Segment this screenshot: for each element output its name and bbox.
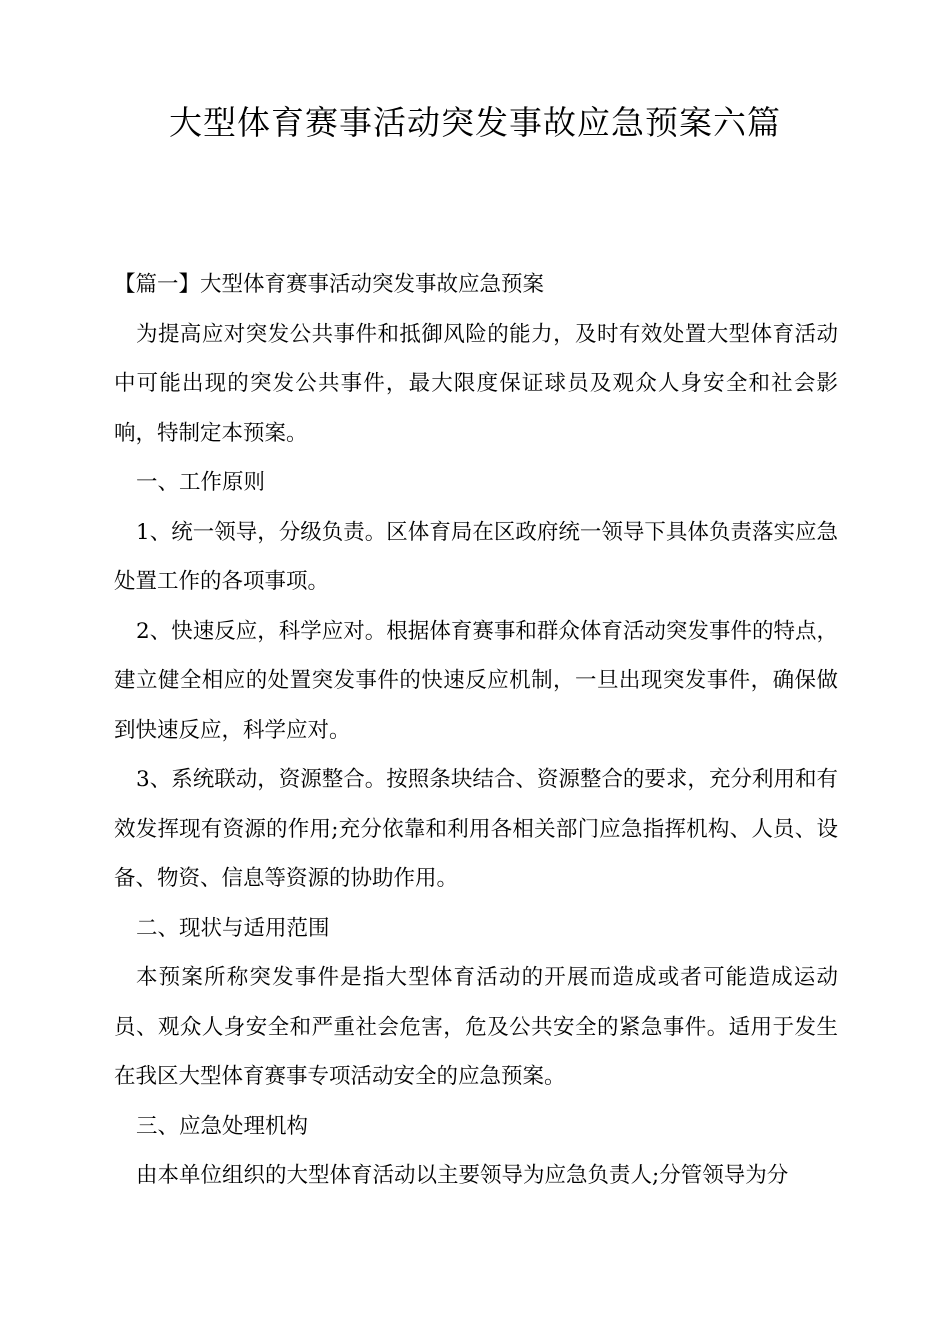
paragraph-organization: 由本单位组织的大型体育活动以主要领导为应急负责人;分管领导为分	[136, 1163, 789, 1188]
paragraph-principle-2: 2、快速反应，科学应对。根据体育赛事和群众体育活动突发事件的特点，建立健全相应的处置突发事件的快速反应机制，一旦出现突发事件，确保做到快速反应，科学应对。	[114, 618, 838, 743]
heading-status-scope: 二、现状与适用范围	[136, 915, 330, 941]
paragraph-scope: 本预案所称突发事件是指大型体育活动的开展而造成或者可能造成运动员、观众人身安全和严重社会危害，危及公共安全的紧急事件。适用于发生在我区大型体育赛事专项活动安全的应急预案。	[114, 965, 838, 1089]
heading-emergency-organization: 三、应急处理机构	[136, 1113, 309, 1139]
paragraph-principle-1: 1、统一领导，分级负责。区体育局在区政府统一领导下具体负责落实应急处置工作的各项事项。	[114, 519, 838, 594]
section-title: 【篇一】大型体育赛事活动突发事故应急预案	[114, 272, 545, 297]
paragraph-principle-3: 3、系统联动，资源整合。按照条块结合、资源整合的要求，充分利用和有效发挥现有资源的作用;充分依靠和利用各相关部门应急指挥机构、人员、设备、物资、信息等资源的协助作用。	[114, 767, 838, 891]
heading-work-principles: 一、工作原则	[136, 470, 266, 495]
paragraph-intro: 为提高应对突发公共事件和抵御风险的能力，及时有效处置大型体育活动中可能出现的突发公共事件，最大限度保证球员及观众人身安全和社会影响，特制定本预案。	[114, 321, 838, 446]
document-title: 大型体育赛事活动突发事故应急预案六篇	[169, 103, 781, 142]
document-body	[114, 260, 838, 1201]
